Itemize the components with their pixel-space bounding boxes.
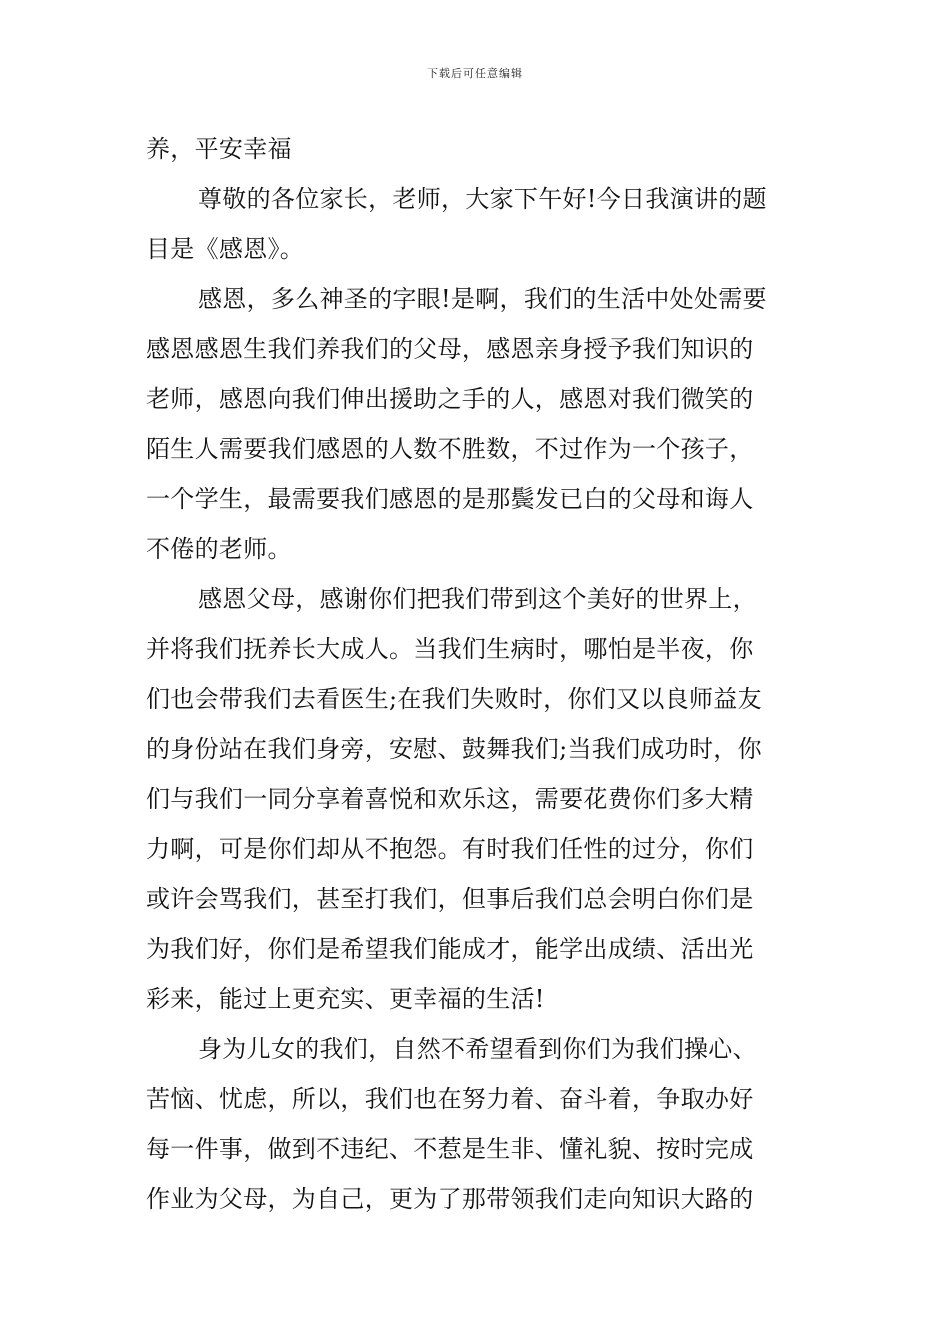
- text-line: 目是《感恩》。: [146, 235, 305, 263]
- text-line: 作业为父母，为自己，更为了那带领我们走向知识大路的: [146, 1185, 754, 1213]
- text-line: 养，平安幸福: [146, 135, 292, 163]
- text-line: 们也会带我们去看医生;在我们失败时，你们又以良师益友: [146, 685, 762, 713]
- text-line: 每一件事，做到不违纪、不惹是生非、懂礼貌、按时完成: [146, 1135, 754, 1163]
- text-line: 感恩父母，感谢你们把我们带到这个美好的世界上，: [198, 585, 757, 613]
- text-line: 的身份站在我们身旁，安慰、鼓舞我们;当我们成功时，你: [146, 735, 762, 763]
- text-line: 身为儿女的我们，自然不希望看到你们为我们操心、: [198, 1035, 757, 1063]
- text-line: 感恩感恩生我们养我们的父母，感恩亲身授予我们知识的: [146, 335, 754, 363]
- text-line: 一个学生，最需要我们感恩的是那鬓发已白的父母和诲人: [146, 485, 754, 513]
- page-header: 下载后可任意编辑: [427, 67, 523, 80]
- text-line: 感恩，多么神圣的字眼!是啊，我们的生活中处处需要: [198, 285, 767, 313]
- text-line: 尊敬的各位家长，老师，大家下午好!今日我演讲的题: [198, 185, 767, 213]
- text-line: 彩来，能过上更充实、更幸福的生活!: [146, 985, 545, 1013]
- text-line: 力啊，可是你们却从不抱怨。有时我们任性的过分，你们: [146, 835, 754, 863]
- text-line: 们与我们一同分享着喜悦和欢乐这，需要花费你们多大精: [146, 785, 754, 813]
- text-line: 或许会骂我们，甚至打我们，但事后我们总会明白你们是: [146, 885, 754, 913]
- text-line: 陌生人需要我们感恩的人数不胜数，不过作为一个孩子，: [146, 435, 754, 463]
- text-line: 为我们好，你们是希望我们能成才，能学出成绩、活出光: [146, 935, 754, 963]
- text-line: 不倦的老师。: [146, 535, 292, 563]
- text-line: 老师，感恩向我们伸出援助之手的人，感恩对我们微笑的: [146, 385, 754, 413]
- body-text: [146, 124, 808, 1224]
- text-line: 并将我们抚养长大成人。当我们生病时，哪怕是半夜，你: [146, 635, 754, 663]
- text-line: 苦恼、忧虑，所以，我们也在努力着、奋斗着，争取办好: [146, 1085, 754, 1113]
